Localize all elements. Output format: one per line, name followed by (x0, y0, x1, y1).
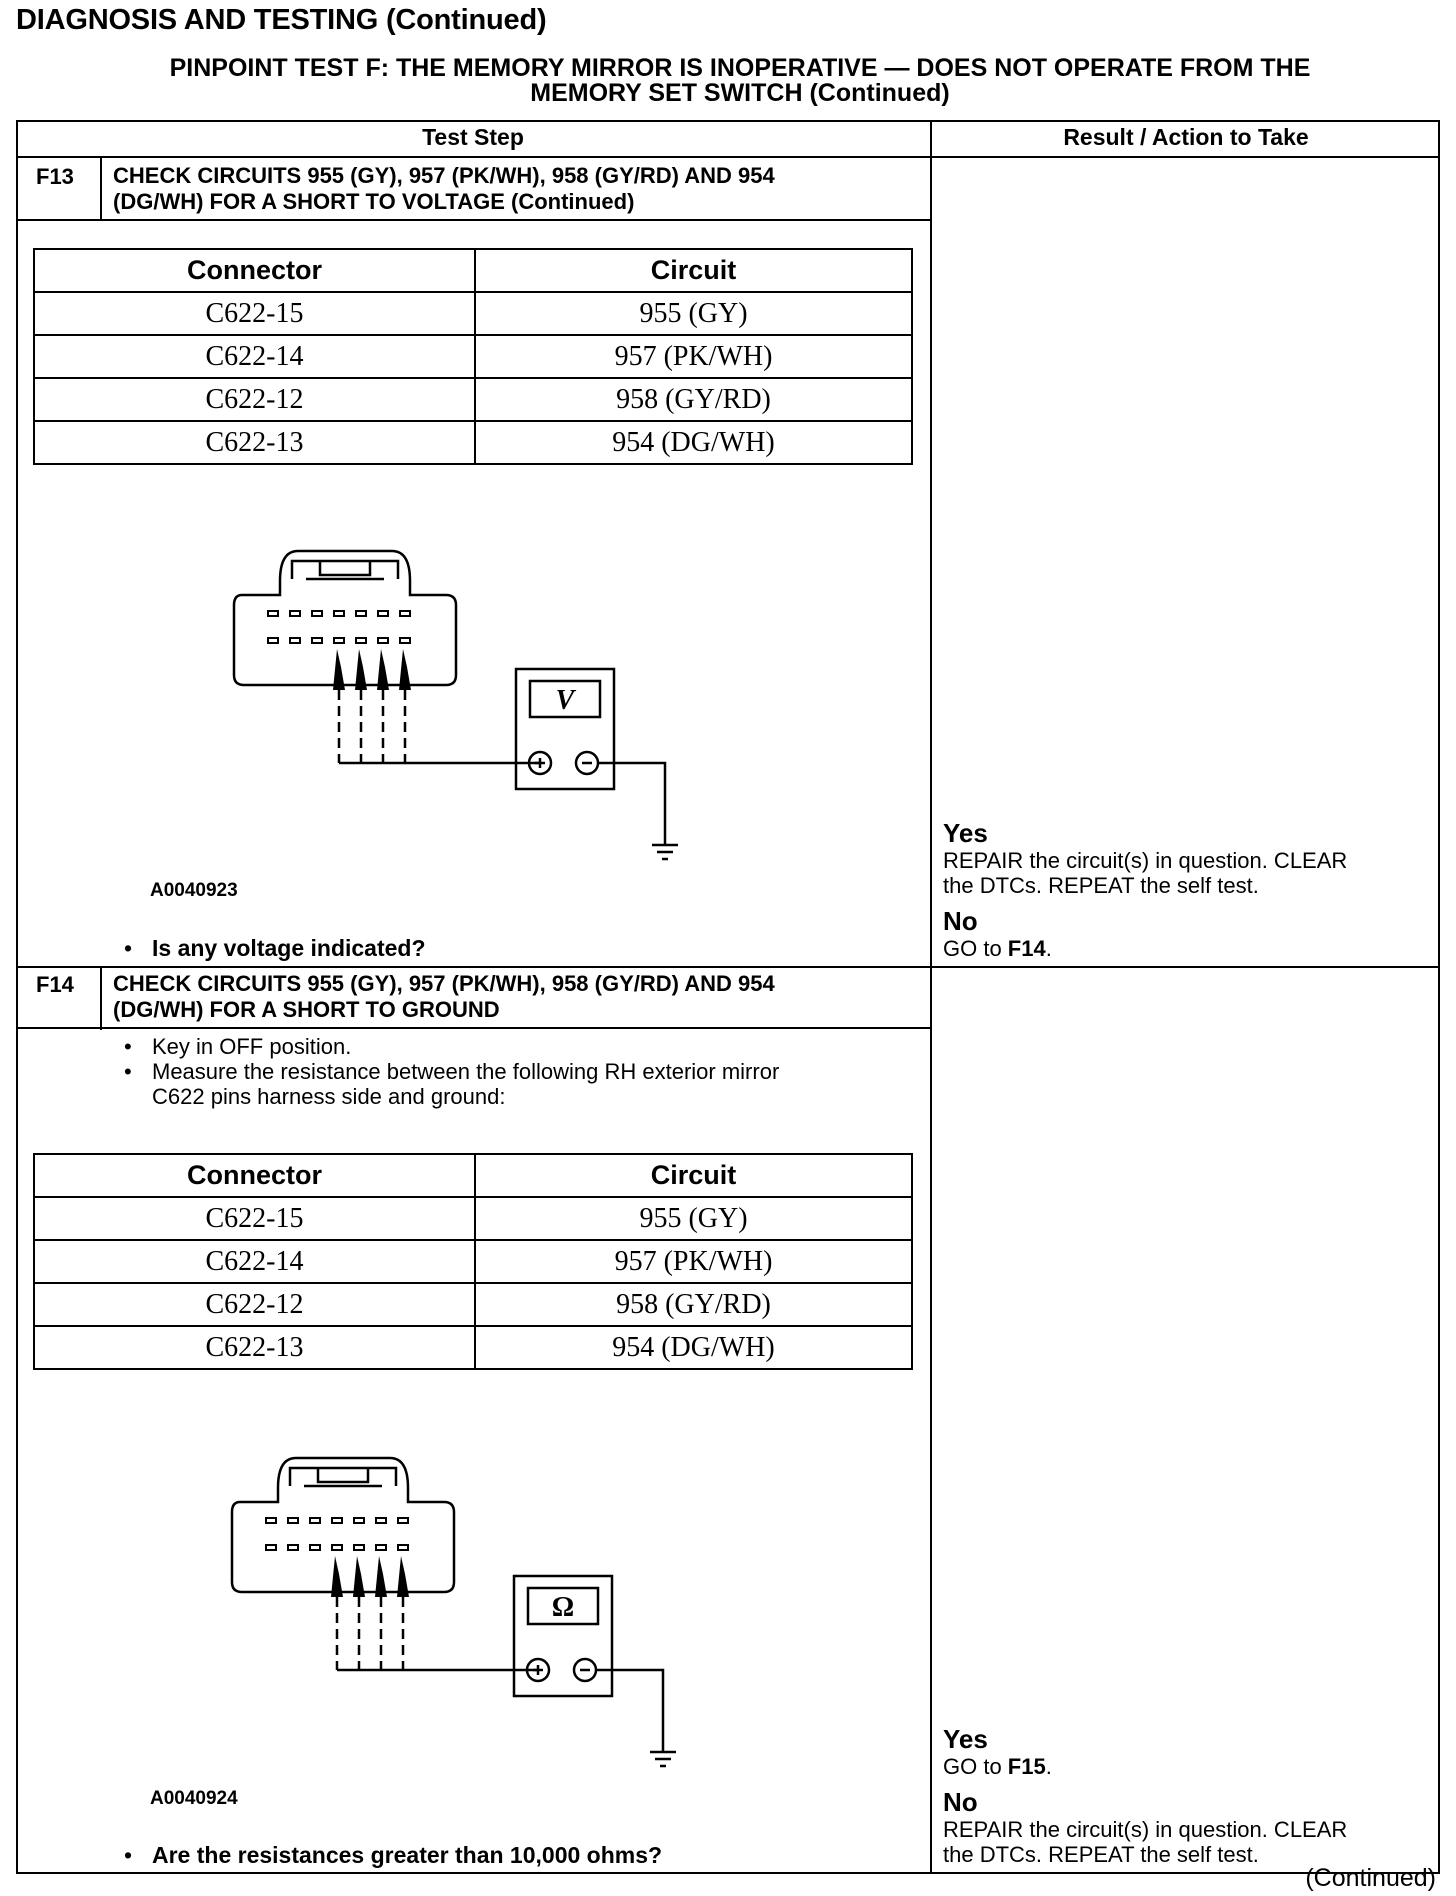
table-row (34, 292, 912, 335)
yes-label-f14: Yes (943, 1724, 988, 1754)
circuit-cell: 957 (PK/WH) (475, 1240, 912, 1283)
step-question-f14 (112, 1842, 662, 1869)
step-number-divider (100, 156, 102, 220)
figure-label-f14: A0040924 (150, 1788, 238, 1809)
ohmmeter-diagram (218, 1452, 688, 1792)
step-heading-line: CHECK CIRCUITS 955 (GY), 957 (PK/WH), 958 (GY/RD) AND 954 (113, 163, 775, 188)
instruction-item (112, 1059, 912, 1109)
action-suffix: . (1045, 936, 1052, 961)
no-label-f14: No (943, 1787, 978, 1817)
no-action-f14 (943, 1817, 1433, 1867)
action-line: REPAIR the circuit(s) in question. CLEAR (943, 848, 1348, 873)
column-header-connector: Connector (34, 249, 475, 292)
connector-table-f13 (33, 248, 913, 465)
step-heading-divider (16, 1027, 930, 1029)
step-number-f14: F14 (36, 972, 74, 997)
column-header-circuit: Circuit (475, 249, 912, 292)
table-row (34, 1326, 912, 1369)
action-line: the DTCs. REPEAT the self test. (943, 1842, 1259, 1867)
no-action-f13 (943, 936, 1433, 961)
header-result: Result / Action to Take (1063, 124, 1309, 150)
instruction-item: • Key in OFF position. (112, 1034, 912, 1059)
connector-cell: C622-12 (34, 378, 475, 421)
voltmeter-diagram (220, 545, 690, 885)
connector-cell: C622-12 (34, 1283, 475, 1326)
action-prefix: GO to (943, 1754, 1008, 1779)
instruction-line: C622 pins harness side and ground: (152, 1084, 506, 1109)
table-row (34, 1283, 912, 1326)
step-heading-line: (DG/WH) FOR A SHORT TO VOLTAGE (Continued) (113, 189, 635, 214)
step-question-f13 (112, 935, 426, 962)
table-row (34, 1197, 912, 1240)
connector-cell: C622-15 (34, 292, 475, 335)
yes-action-f13 (943, 848, 1433, 898)
column-header-connector: Connector (34, 1154, 475, 1197)
yes-label-f13: Yes (943, 818, 988, 848)
action-line: REPAIR the circuit(s) in question. CLEAR (943, 1817, 1348, 1842)
test-title-line-2: MEMORY SET SWITCH (Continued) (530, 79, 950, 107)
table-row (34, 378, 912, 421)
connector-cell: C622-13 (34, 1326, 475, 1369)
action-prefix: GO to (943, 936, 1008, 961)
test-title-line-1: PINPOINT TEST F: THE MEMORY MIRROR IS INOPERATIVE — DOES NOT OPERATE FROM THE (169, 54, 1311, 82)
go-to-step-link[interactable]: F14 (1007, 936, 1046, 961)
step-number-divider (100, 966, 102, 1030)
go-to-step-link[interactable]: F15 (1007, 1754, 1046, 1779)
no-label-f13: No (943, 906, 978, 936)
step-heading-line: CHECK CIRCUITS 955 (GY), 957 (PK/WH), 958 (GY/RD) AND 954 (113, 971, 775, 996)
step-heading-f14 (113, 971, 933, 1023)
question-text: Are the resistances greater than 10,000 ohms? (152, 1842, 663, 1868)
step-heading-f13 (113, 163, 933, 215)
yes-action-f14 (943, 1754, 1433, 1779)
continued-footer: (Continued) (1305, 1864, 1436, 1892)
table-row (34, 1240, 912, 1283)
connector-cell: C622-15 (34, 1197, 475, 1240)
meter-symbol: V (555, 685, 575, 716)
instruction-line: • Measure the resistance between the following RH exterior mirror (152, 1059, 780, 1084)
action-line: the DTCs. REPEAT the self test. (943, 873, 1259, 898)
connector-table-f14 (33, 1153, 913, 1370)
table-row (34, 335, 912, 378)
step-heading-line: (DG/WH) FOR A SHORT TO GROUND (113, 997, 500, 1022)
meter-symbol: Ω (551, 1592, 575, 1623)
step-divider (16, 966, 1440, 968)
table-header-row (34, 249, 912, 292)
pinpoint-test-title (40, 56, 1440, 106)
column-header-circuit: Circuit (475, 1154, 912, 1197)
header-divider (16, 156, 1440, 158)
instruction-list-f14 (112, 1034, 912, 1109)
table-header-row (34, 1154, 912, 1197)
circuit-cell: 955 (GY) (475, 1197, 912, 1240)
connector-shell (234, 551, 456, 685)
connector-cell: C622-14 (34, 335, 475, 378)
header-test-step: Test Step (422, 124, 524, 150)
circuit-cell: 954 (DG/WH) (475, 421, 912, 464)
action-suffix: . (1045, 1754, 1052, 1779)
circuit-cell: 958 (GY/RD) (475, 1283, 912, 1326)
circuit-cell: 955 (GY) (475, 292, 912, 335)
page-title: DIAGNOSIS AND TESTING (Continued) (16, 4, 547, 36)
connector-cell: C622-13 (34, 421, 475, 464)
step-number-f13: F13 (36, 164, 74, 189)
circuit-cell: 958 (GY/RD) (475, 378, 912, 421)
step-heading-divider (16, 219, 930, 221)
table-row (34, 421, 912, 464)
figure-label-f13: A0040923 (150, 880, 238, 901)
connector-shell (232, 1458, 454, 1592)
connector-cell: C622-14 (34, 1240, 475, 1283)
circuit-cell: 954 (DG/WH) (475, 1326, 912, 1369)
circuit-cell: 957 (PK/WH) (475, 335, 912, 378)
question-text: Is any voltage indicated? (152, 935, 426, 961)
